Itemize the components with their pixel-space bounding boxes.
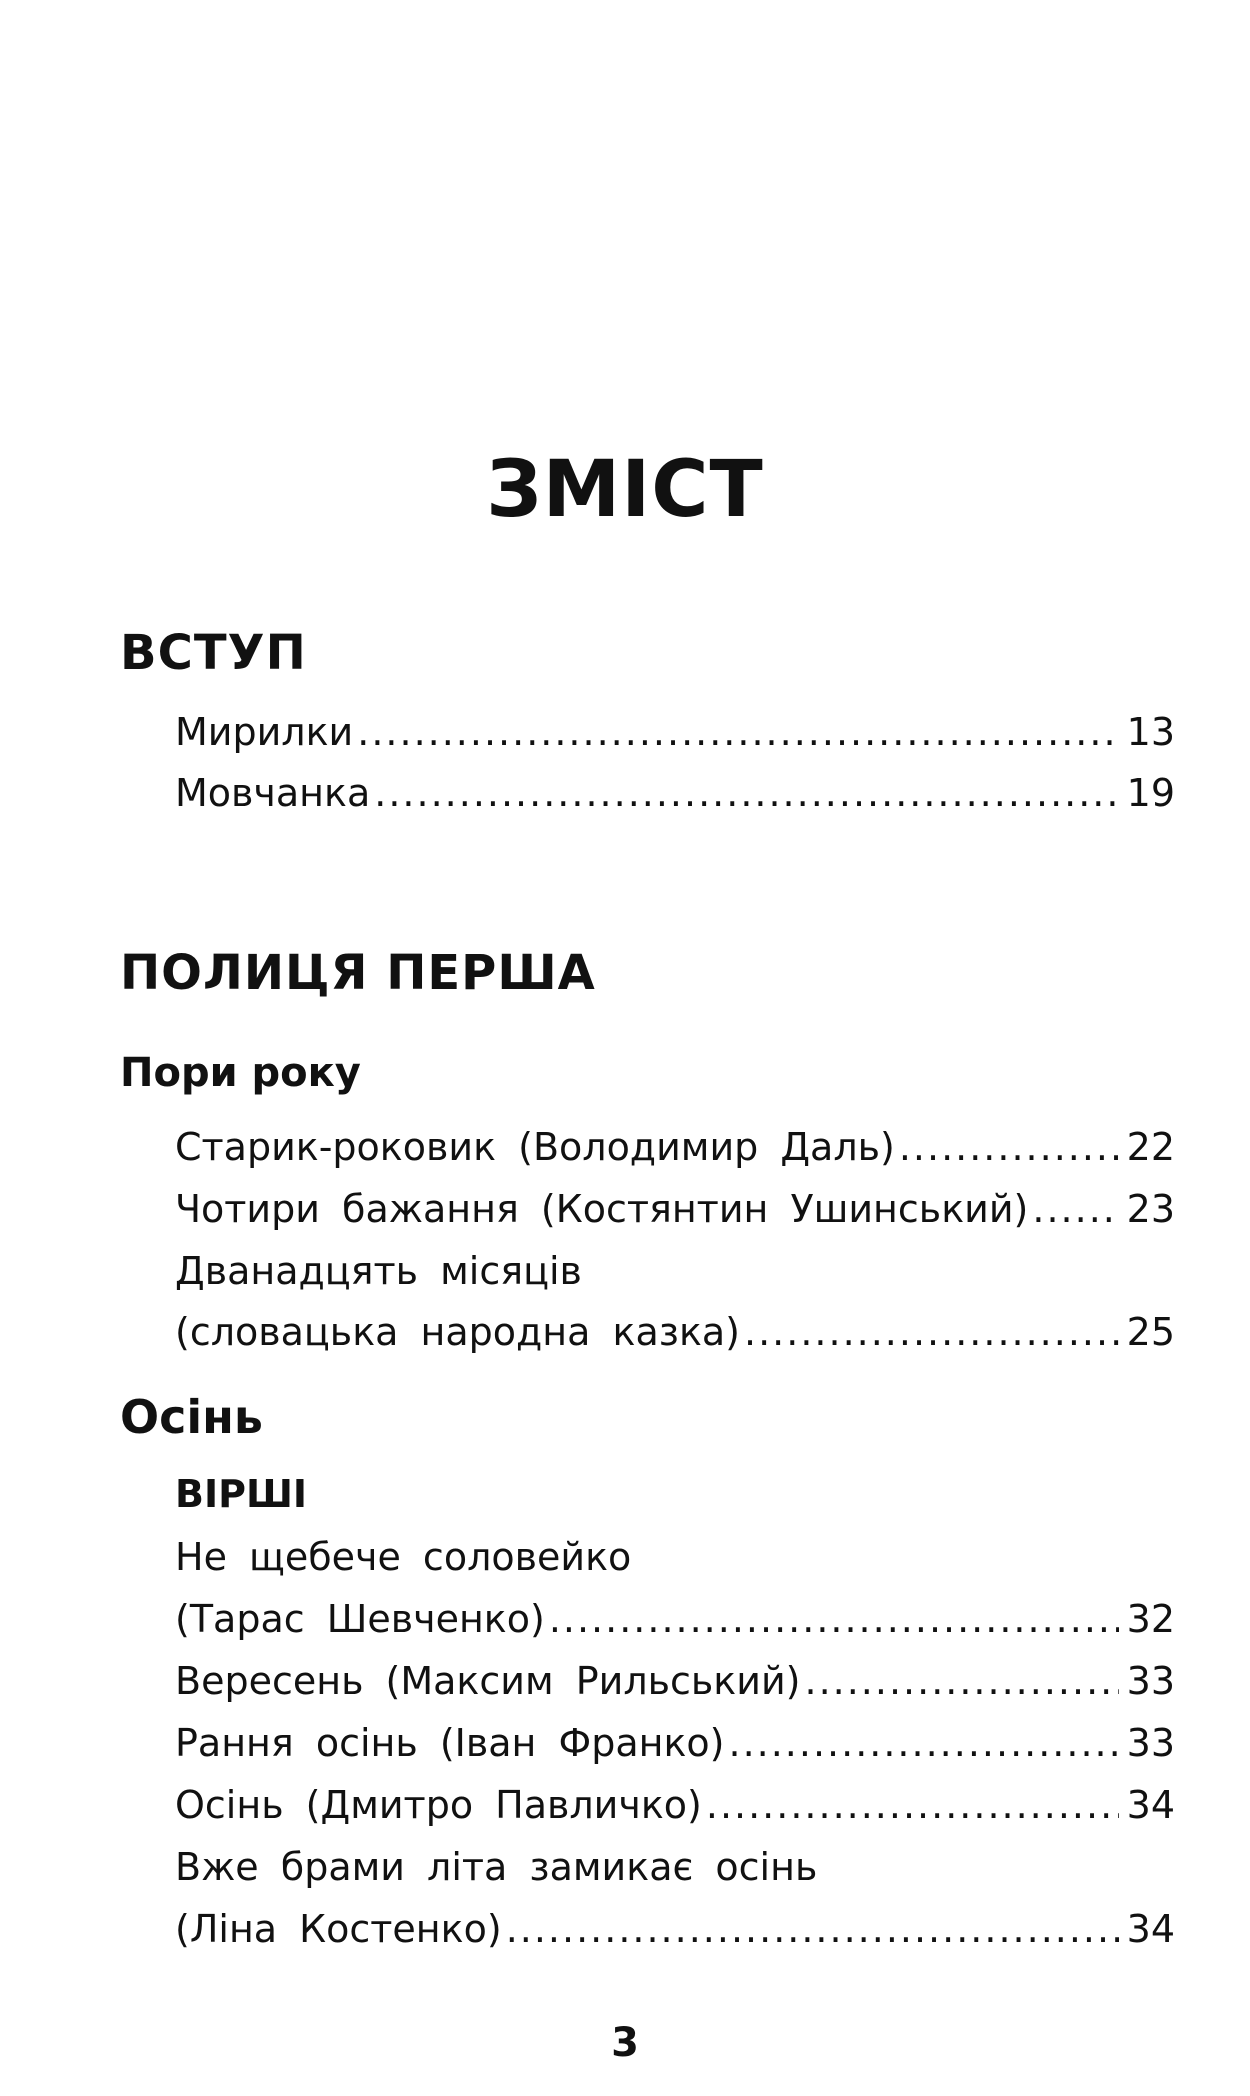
leader-dots xyxy=(804,1659,1119,1703)
leader-dots xyxy=(706,1783,1119,1827)
toc-entry-title: (словацька народна казка) xyxy=(175,1310,741,1354)
toc-entry-title: (Ліна Костенко) xyxy=(175,1907,502,1951)
toc-entry-title: Мирилки xyxy=(175,710,354,754)
leader-dots xyxy=(549,1597,1119,1641)
toc-entry-page: 34 xyxy=(1126,1783,1175,1827)
leader-dots xyxy=(1032,1187,1119,1231)
toc-entry-page: 23 xyxy=(1126,1187,1175,1231)
toc-entry[interactable] xyxy=(175,1783,1175,1833)
toc-entry[interactable] xyxy=(175,1721,1175,1771)
toc-entry[interactable] xyxy=(175,771,1175,821)
toc-entry-title-line1: Дванадцять місяців xyxy=(175,1249,582,1293)
page-title: ЗМІСТ xyxy=(486,445,764,535)
toc-entry[interactable] xyxy=(175,1907,1175,1957)
toc-entry-page: 34 xyxy=(1126,1907,1175,1951)
toc-entry-page: 33 xyxy=(1126,1721,1175,1765)
toc-entry-title: Чотири бажання (Костянтин Ушинський) xyxy=(175,1187,1029,1231)
subsection-heading-pory-roku: Пори року xyxy=(120,1050,361,1096)
leader-dots xyxy=(744,1310,1119,1354)
toc-entry-title: Мовчанка xyxy=(175,771,371,815)
toc-entry-title: Рання осінь (Іван Франко) xyxy=(175,1721,725,1765)
toc-entry[interactable] xyxy=(175,1310,1175,1360)
toc-entry-title: (Тарас Шевченко) xyxy=(175,1597,545,1641)
leader-dots xyxy=(728,1721,1119,1765)
toc-entry-title-line1: Вже брами літа замикає осінь xyxy=(175,1845,818,1889)
toc-entry-page: 25 xyxy=(1126,1310,1175,1354)
toc-entry-page: 22 xyxy=(1126,1125,1175,1169)
toc-entry[interactable] xyxy=(175,1125,1175,1175)
subsection-label-virshi: ВІРШІ xyxy=(175,1472,308,1516)
section-heading-vstup: ВСТУП xyxy=(120,625,307,681)
toc-entry-page: 19 xyxy=(1126,771,1175,815)
leader-dots xyxy=(506,1907,1119,1951)
toc-entry-title: Старик-роковик (Володимир Даль) xyxy=(175,1125,895,1169)
toc-entry[interactable] xyxy=(175,710,1175,760)
toc-entry[interactable] xyxy=(175,1597,1175,1647)
toc-entry-title: Вересень (Максим Рильський) xyxy=(175,1659,801,1703)
toc-entry-title-line1: Не щебече соловейко xyxy=(175,1535,632,1579)
toc-entry-page: 32 xyxy=(1126,1597,1175,1641)
toc-entry[interactable] xyxy=(175,1659,1175,1709)
toc-entry-page: 13 xyxy=(1126,710,1175,754)
toc-entry[interactable] xyxy=(175,1187,1175,1237)
leader-dots xyxy=(374,771,1119,815)
section-heading-polytsia: ПОЛИЦЯ ПЕРША xyxy=(120,945,596,1001)
leader-dots xyxy=(899,1125,1119,1169)
page-number: 3 xyxy=(611,2020,639,2066)
toc-entry-title: Осінь (Дмитро Павличко) xyxy=(175,1783,702,1827)
toc-entry-page: 33 xyxy=(1126,1659,1175,1703)
leader-dots xyxy=(357,710,1119,754)
subsection-heading-osin: Осінь xyxy=(120,1390,264,1444)
